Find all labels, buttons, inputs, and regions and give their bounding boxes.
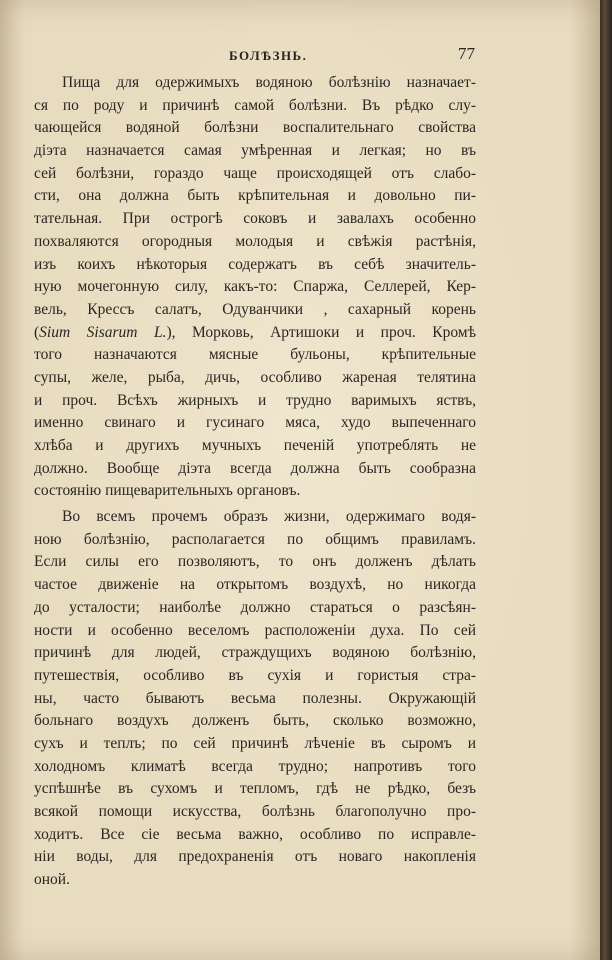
text-line: сти, она должна быть крѣпительная и довольно пи- bbox=[34, 187, 476, 205]
text-line: сухъ и теплъ; по сей причинѣ лѣченіе въ сыромъ и bbox=[34, 734, 476, 752]
text-line: больнаго воздухъ долженъ быть, сколько возможно, bbox=[34, 712, 476, 730]
text-line: холодномъ климатѣ всегда трудно; напротивъ того bbox=[34, 757, 476, 775]
text-line: Во всемъ прочемъ образъ жизни, одержимаго водя- bbox=[62, 508, 476, 526]
text-line: супы, желе, рыба, дичь, особливо жареная телятина bbox=[34, 368, 476, 386]
text-line: чающейся водяной болѣзни воспалительнаго свойства bbox=[34, 119, 476, 137]
text-line: Пища для одержимыхъ водяною болѣзнію назначает- bbox=[62, 74, 476, 91]
text-line: успѣшнѣе въ сухомъ и тепломъ, гдѣ не рѣдко, безъ bbox=[34, 780, 476, 798]
paragraph-diet bbox=[34, 72, 476, 503]
text-line-latin: (Sium Sisarum L.), Морковь, Артишоки и проч. Кромѣ bbox=[34, 323, 476, 341]
body-text bbox=[34, 72, 476, 895]
text-line: вель, Крессъ салатъ, Одуванчики , сахарный корень bbox=[34, 300, 476, 318]
text-line: ны, часто бываютъ весьма полезны. Окружающій bbox=[34, 689, 476, 707]
text-line: частое движеніе на открытомъ воздухѣ, но никогда bbox=[34, 576, 476, 594]
book-spine-edge bbox=[600, 0, 612, 960]
text-line: тательная. При острогѣ соковъ и завалахъ особенно bbox=[34, 210, 476, 228]
text-line: состоянію пищеварительныхъ органовъ. bbox=[34, 482, 301, 500]
page-number: 77 bbox=[458, 44, 475, 63]
text-line: Если силы его позволяютъ, то онъ долженъ дѣлать bbox=[34, 553, 476, 571]
text-line: ніи воды, для предохраненія отъ новаго накопленія bbox=[34, 848, 476, 866]
page-header bbox=[34, 44, 474, 68]
text-line: причинѣ для людей, страждущихъ водяною болѣзнію, bbox=[34, 644, 476, 662]
text-line: ся по роду и причинѣ самой болѣзни. Въ рѣдко слу- bbox=[34, 96, 476, 114]
text-line: хлѣба и другихъ мучныхъ печеній употреблять не bbox=[34, 437, 476, 454]
text-line: до усталости; наиболѣе должно стараться о разсѣян- bbox=[34, 598, 476, 616]
text-line: сей болѣзни, гораздо чаще происходящей отъ слабо- bbox=[34, 164, 476, 182]
text-line: ности и особенно веселомъ расположеніи духа. По сей bbox=[34, 621, 476, 639]
text-line: всякой помощи искусства, болѣзнь благополучно про- bbox=[34, 803, 476, 820]
text-line: и проч. Всѣхъ жирныхъ и трудно варимыхъ яствъ, bbox=[34, 391, 476, 409]
text-line: именно свинаго и гусинаго мяса, худо выпеченнаго bbox=[34, 414, 476, 432]
text-line: ною болѣзнію, располагается по общимъ правиламъ. bbox=[34, 530, 476, 548]
text-line: должно. Вообще діэта всегда должна быть сообразна bbox=[34, 459, 476, 477]
text-line: похваляются огородныя молодыя и свѣжія растѣнія, bbox=[34, 232, 476, 250]
running-head: БОЛѢЗНЬ. bbox=[229, 48, 308, 63]
text-line: діэта назначается самая умѣренная и легкая; но въ bbox=[34, 142, 476, 160]
text-line: оной. bbox=[34, 871, 70, 889]
text-line: изъ коихъ нѣкоторыя содержатъ въ себѣ значитель- bbox=[34, 255, 476, 273]
text-line: того назначаются мясные бульоны, крѣпительные bbox=[34, 346, 476, 364]
paragraph-lifestyle bbox=[34, 506, 476, 892]
latin-name: Sium Sisarum L. bbox=[39, 323, 167, 341]
text-line: путешествія, особливо въ сухія и гористыя стра- bbox=[34, 666, 476, 684]
text-line: ходитъ. Все сіе весьма важно, особливо по исправле- bbox=[34, 825, 476, 843]
text-line: ную мочегонную силу, какъ-то: Спаржа, Селлерей, Кер- bbox=[34, 278, 476, 296]
